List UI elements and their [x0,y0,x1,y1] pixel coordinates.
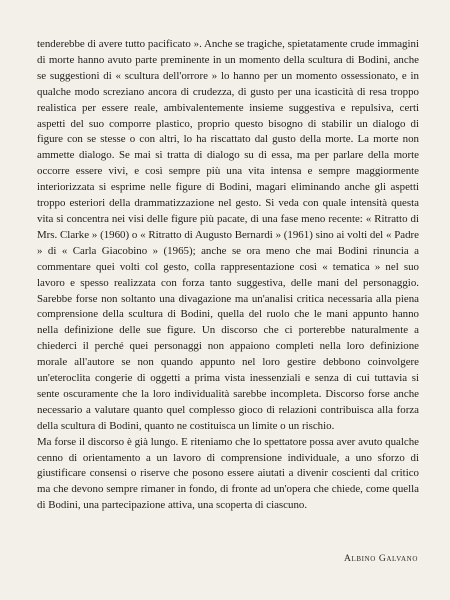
essay-text [37,37,419,514]
paragraph-2: Ma forse il discorso è già lungo. E riteniamo che lo spettatore possa aver avuto qualche cenno di orientamento a un lavoro di comprensione individuale, a uno sforzo di giustificare consensi o riserve che posono essere aiutati a divenir coscienti dal critico ma che devono sempre rimaner in fondo, di fronte ad un'opera che chiede, come quella di Bodini, una partecipazione attiva, una scoperta di ciascuno. [37,435,419,512]
author-signature: Albino Galvano [343,553,418,564]
paragraph-1: tenderebbe di avere tutto pacificato ». Anche se tragiche, spietatamente crude immagini di morte hanno avuto parte preminente in un momento della scultura di Bodini, anche se suggestioni di « scultura dell'orrore » lo hanno per un momento ossessionato, e in qualche modo screziano ancora di crudezza, di gusto per una icasticità di resa troppo realistica per essere reale, ambivalentemente insieme suggestiva e repulsiva, certi aspetti del suo comporre plastico, proprio questo bisogno di stabilir un dialogo di figure con se stesse o con altri, lo ha riscattato dal gusto della morte. La morte non ammette dialogo. Se mai si tratta di dialogo su di essa, ma per parlare della morte occorre essere vivi, e così sempre più una vita intensa e sempre maggiormente interiorizzata si esprime nelle figure di Bodini, magari eliminando anche gli aspetti troppo esteriori della drammatizzazione nel gesto. Si veda con quale intensità questa vita si concentra nei visi delle figure più pacate, di una fase meno recente: « Ritratto di Mrs. Clarke » (1960) o « Ritratto di Augusto Bernardi » (1961) sino ai volti del « Padre » di « Carla Giacobino » (1965); anche se ora meno che mai Bodini rinuncia a commentare quei volti col gesto, colla rappresentazione così « tematica » nel suo lavoro e spesso realizzata con forza tanto suggestiva, delle mani del personaggio. Sarebbe forse non soltanto una divagazione ma un'analisi critica necessaria alla piena comprensione della scultura di Bodini, quella del ruolo che le mani appunto hanno nella definizione delle sue figure. Un discorso che ci porterebbe naturalmente a chiederci il perché quei personaggi non appaiono completi nella loro definizione morale all'autore se non quando appunto nel loro gestire debbono coinvolgere un'eteroclita congerie di oggetti a prima vista inessenziali e senza di cui tuttavia si sente oscuramente che la loro individualità sarebbe incompleta. Discorso forse anche necessario a valutare quanto quel complesso gioco di relazioni contribuisca alla forza della scultura di Bodini, quanto ne costituisca un limite o un rischio. [37,38,419,432]
